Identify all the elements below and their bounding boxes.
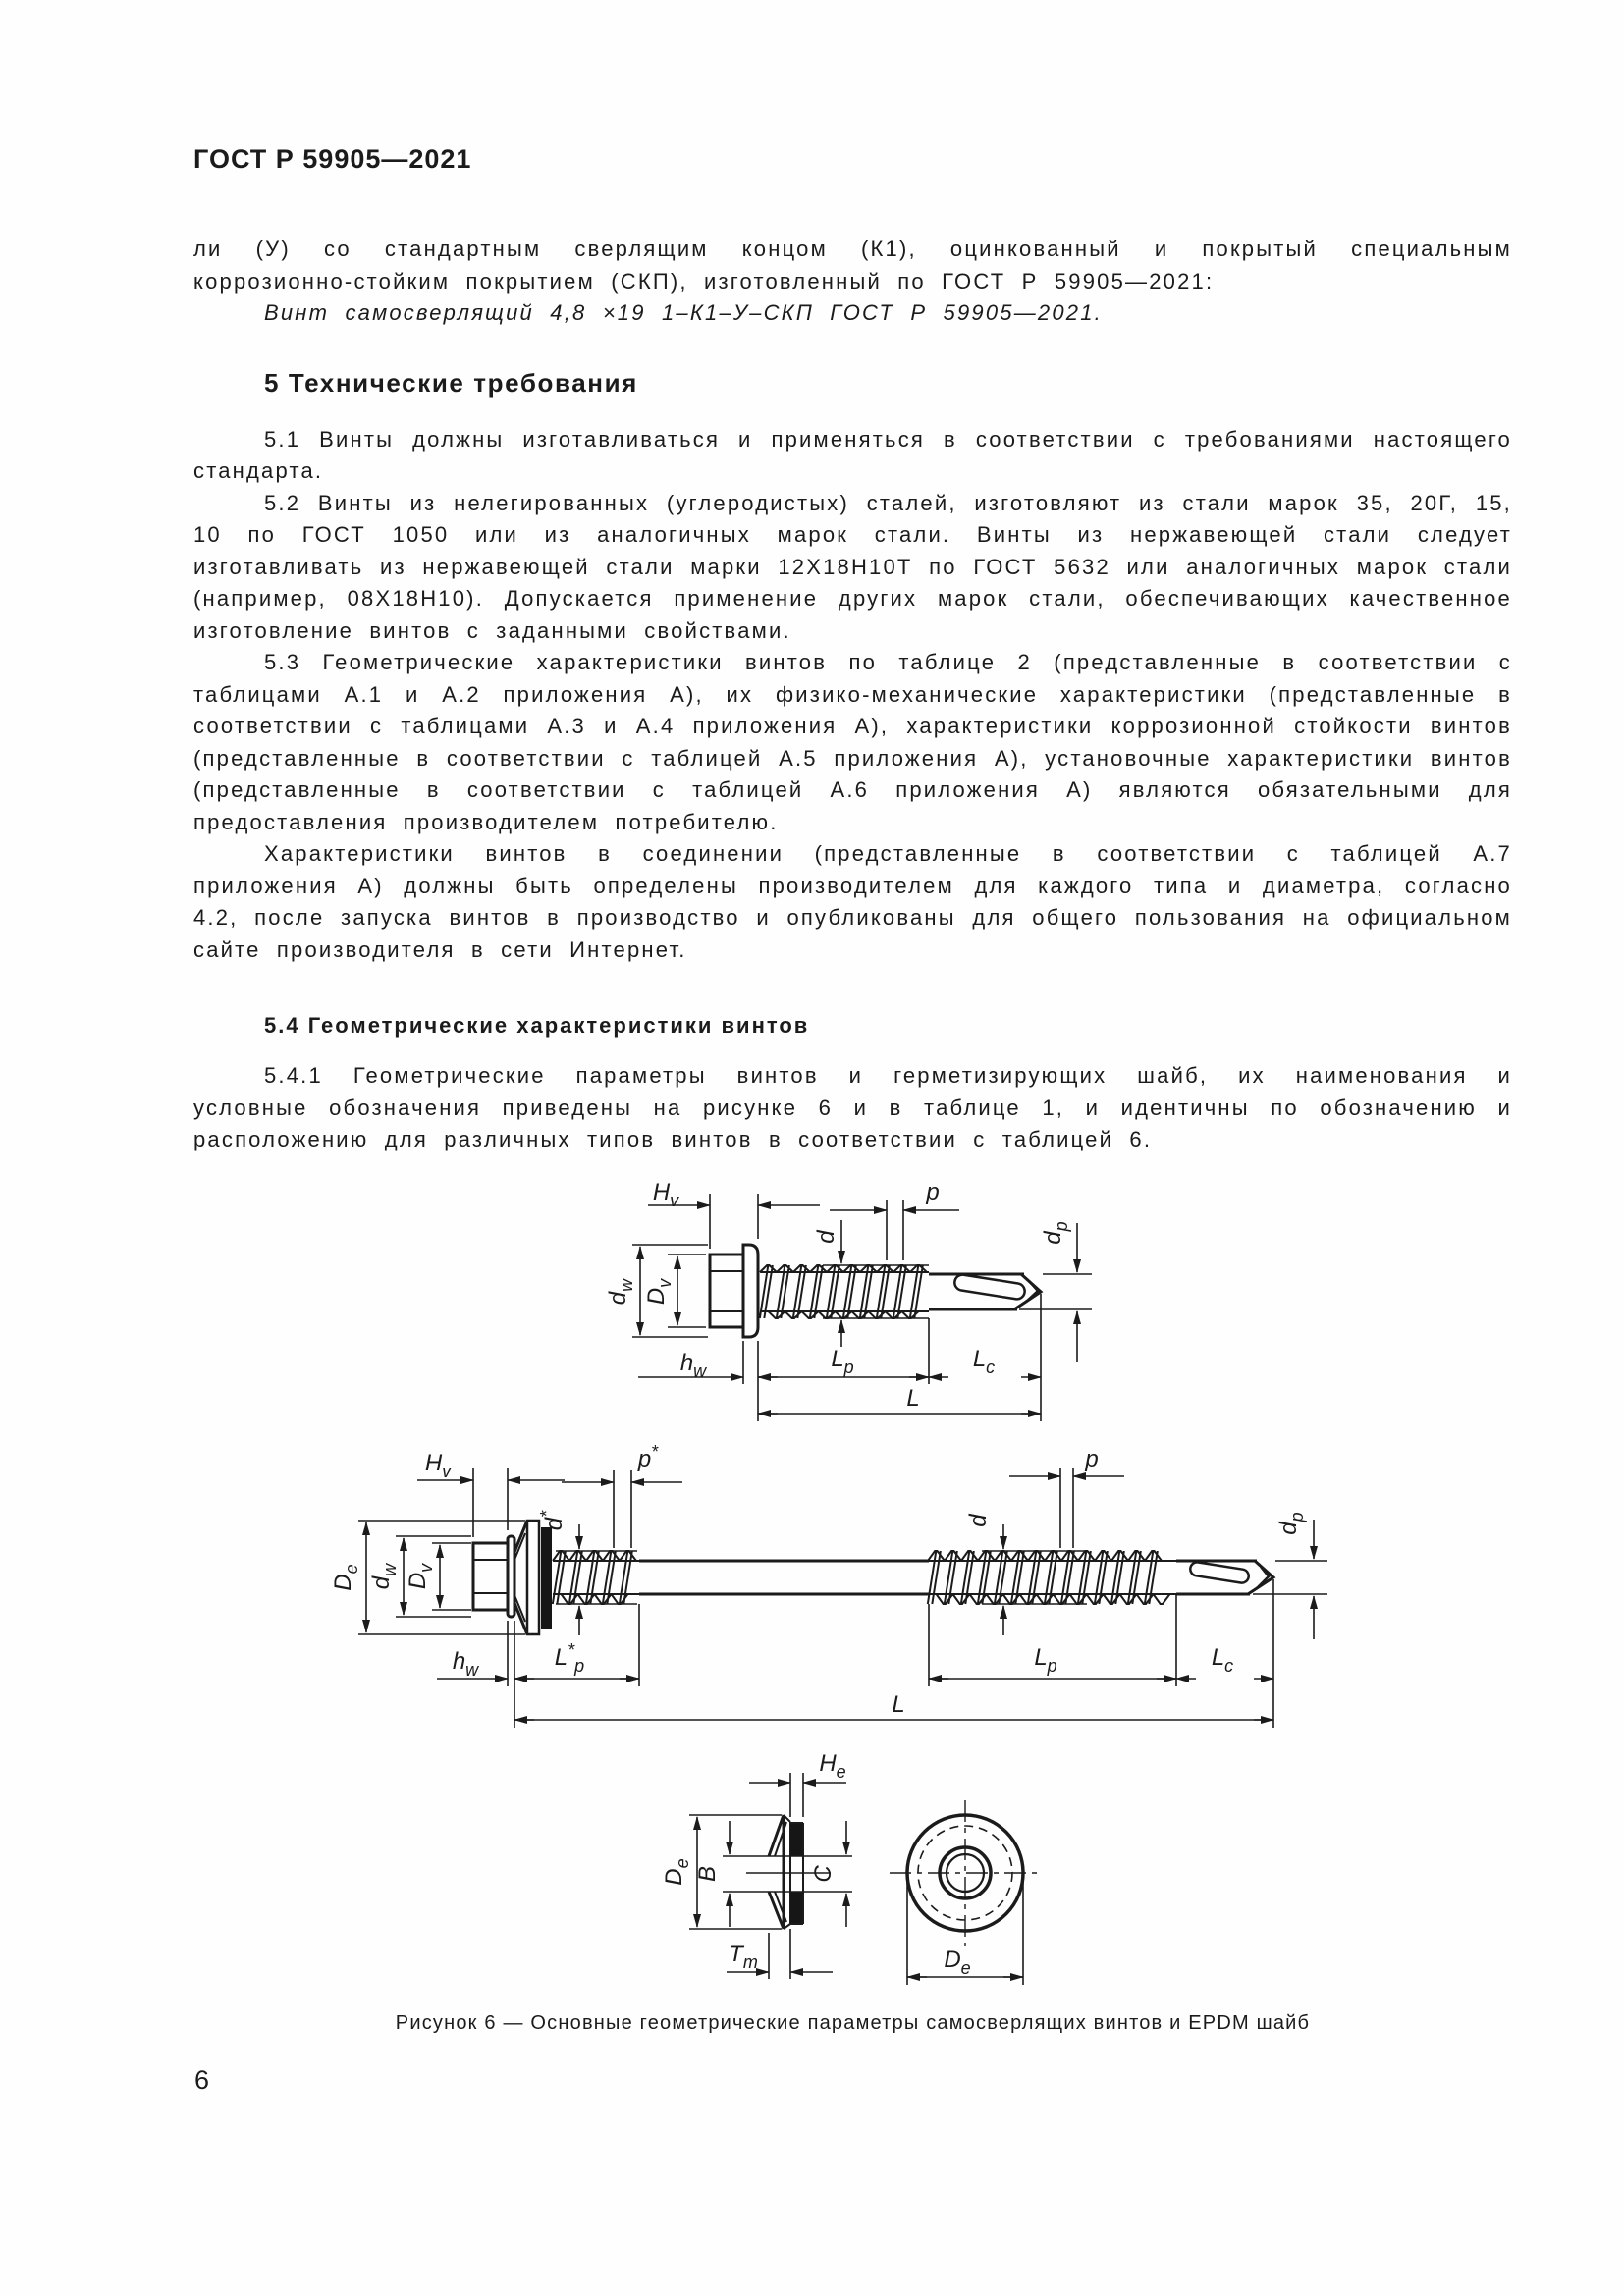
main-thread (928, 1551, 1176, 1604)
dim-label-b-icon: B (694, 1865, 721, 1883)
washer-cone (514, 1521, 527, 1634)
drill-flute (953, 1273, 1026, 1300)
clause-5-4-1-text: 5.4.1 Геометрические параметры винтов и герметизирующих шайб, их наименования и условные обозначения приведены на рисунке 6 и в таблице 1, и идентичны по обозначению и расположению для различных типов винтов в соответствии с таблицей 6. (193, 1063, 1512, 1151)
dim-label-tm-icon: $T_m$ (729, 1941, 758, 1972)
section-5-heading: 5 Технические требования (264, 367, 638, 398)
dim-label-lc-icon: $L_c$ (972, 1346, 996, 1377)
epdm-layer (790, 1823, 803, 1856)
figure-6-drawing (0, 1168, 1624, 2014)
washer-side-labels (661, 1750, 846, 1972)
washer-cone-edge (769, 1815, 784, 1929)
dim-label-de-icon: $D_e$ (661, 1858, 692, 1886)
dim-label-p-star-icon: p* (637, 1442, 659, 1472)
dim-label-hw-icon: $h_w$ (452, 1648, 479, 1680)
dim-label-l-icon: L (892, 1691, 905, 1718)
clause-5-3-text: 5.3 Геометрические характеристики винтов по таблице 2 (представленные в соответствии с таблицами А.1 и А.2 приложения А), их физико-механические характеристики (представленные в соответствии с таблицами А.3 и А.4 приложения А), характеристики коррозионной стойкости винтов (представленные в соответствии с таблицей А.5 приложения А), установочные характеристики винтов (представленные в соответствии с таблицей А.6 приложения А) являются обязательными для предоставления производителем потребителю. (193, 650, 1512, 834)
drill-flute (1189, 1561, 1249, 1583)
under-head-thread (553, 1551, 639, 1604)
dim-label-c-icon: C (810, 1865, 837, 1883)
drill-tip (1248, 1561, 1273, 1594)
dim-label-dp-icon: $d_p$ (1275, 1512, 1307, 1535)
epdm-seal (541, 1527, 552, 1629)
epdm-layer (790, 1892, 803, 1924)
dim-label-hv-icon: $H_v$ (424, 1450, 452, 1481)
page-number: 6 (194, 2065, 210, 2095)
screw-head-hex (473, 1543, 508, 1610)
clause-5-1-text: 5.1 Винты должны изготавливаться и применяться в соответствии с требованиями настоящего стандарта. (193, 426, 1512, 483)
dim-label-dv-icon: $D_v$ (405, 1563, 436, 1590)
dim-label-d-icon: d (965, 1514, 992, 1527)
dim-label-de-icon: $D_e$ (944, 1947, 971, 1978)
dim-label-dw-icon: $d_w$ (605, 1278, 636, 1306)
dim-label-dw-icon: $d_w$ (368, 1563, 400, 1590)
dim-label-de-icon: $D_e$ (330, 1564, 361, 1591)
paragraph-continuation: ли (У) со стандартным сверлящим концом (К1), оцинкованный и покрытый специальным коррозионно-стойким покрытием (СКП), изготовленный по ГОСТ Р 59905—2021: (193, 237, 1512, 294)
dim-label-lc-icon: $L_c$ (1211, 1644, 1234, 1676)
screw-head-flange (508, 1536, 514, 1617)
designation-example: Винт самосверлящий 4,8 ×19 1–К1–У–СКП ГОСТ Р 59905—2021. (264, 300, 1103, 325)
long-screw-drawing (473, 1521, 1273, 1634)
short-screw-drawing (710, 1245, 1041, 1337)
clause-5-3-continuation-text: Характеристики винтов в соединении (представленные в соответствии с таблицей А.7 приложения А) должны быть определены производителем для каждого типа и диаметра, согласно 4.2, после запуска винтов в производство и опубликованы для общего пользования на официальном сайте производителя в сети Интернет. (193, 841, 1512, 962)
dim-label-dv-icon: $D_v$ (643, 1278, 675, 1306)
clause-5-2-text: 5.2 Винты из нелегированных (углеродистых) сталей, изготовляют из стали марок 35, 20Г, 15, 10 по ГОСТ 1050 или из аналогичных марок стали. Винты из нержавеющей стали следует изготавливать из нержавеющей стали марки 12Х18Н10Т по ГОСТ 5632 или аналогичных марок стали (например, 08Х18Н10). Допускается применение других марок стали, обеспечивающих качественное изготовление винтов с заданными свойствами. (193, 490, 1512, 643)
dim-label-d-icon: d (813, 1230, 839, 1244)
screw-head-flange (743, 1245, 758, 1337)
dim-label-lp-icon: $L_p$ (831, 1346, 854, 1377)
page-content (193, 145, 1512, 1156)
long-screw-labels (330, 1442, 1307, 1718)
dim-label-lp-icon: $L_p$ (1034, 1644, 1057, 1676)
dim-label-hw-icon: $h_w$ (679, 1350, 707, 1381)
figure-6 (0, 1168, 1624, 2014)
plain-shank (639, 1561, 929, 1594)
dim-label-d-star-icon: d* (537, 1510, 568, 1531)
dim-label-he-icon: $H_e$ (819, 1750, 846, 1782)
dim-label-hv-icon: $H_v$ (652, 1179, 679, 1210)
screw-head-hex (710, 1255, 743, 1327)
screw-thread (760, 1265, 929, 1318)
washer-front-view (890, 1800, 1039, 1985)
doc-code-header: ГОСТ Р 59905—2021 (193, 144, 472, 174)
dim-label-lp-star-icon: $L^*_p$ (554, 1640, 585, 1676)
dim-label-p-icon: p (926, 1179, 940, 1205)
figure-caption: Рисунок 6 — Основные геометрические параметры самосверлящих винтов и EPDM шайб (395, 2012, 1311, 2034)
dim-label-l-icon: L (906, 1385, 920, 1412)
dim-label-p-icon: p (1085, 1446, 1099, 1472)
dim-label-dp-icon: $d_p$ (1040, 1221, 1071, 1245)
section-5-4-heading: 5.4 Геометрические характеристики винтов (264, 1013, 810, 1038)
long-screw-dimensions (358, 1468, 1327, 1728)
